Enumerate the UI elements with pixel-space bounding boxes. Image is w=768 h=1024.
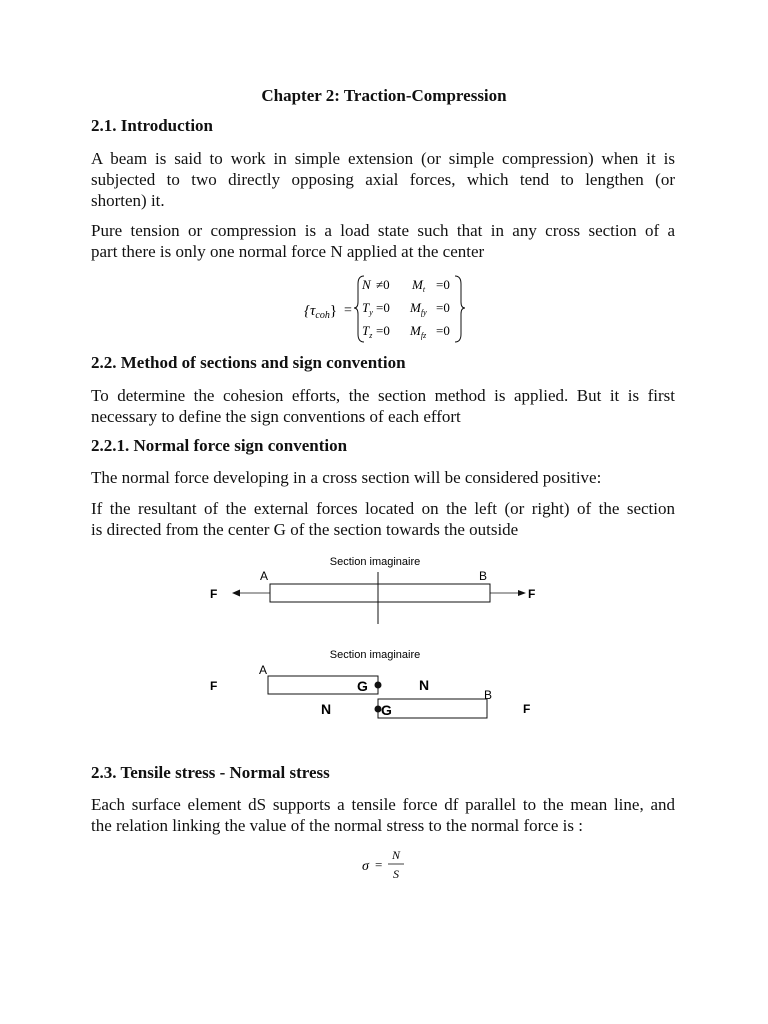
point-a-label: A <box>260 569 269 583</box>
beam-rectangle <box>270 584 490 602</box>
text-line: Each surface element dS supports a tensile force df parallel to the mean line, and <box>91 795 675 814</box>
text-line: The normal force developing in a cross section will be considered positive: <box>91 468 602 487</box>
paragraph-intro-2 <box>91 220 675 262</box>
paragraph-normal-force-2 <box>91 498 675 540</box>
equation-equals: = <box>344 303 352 318</box>
text-line: the relation linking the value of the normal stress to the normal force is : <box>91 816 583 835</box>
sigma-symbol: σ <box>362 859 369 874</box>
formula-equals: = <box>375 857 383 872</box>
matrix-row: $T_z =0$ <box>362 323 390 340</box>
force-right-label: F <box>523 702 531 716</box>
text-line: part there is only one normal force N applied at the center <box>91 242 485 261</box>
normal-stress-formula <box>358 844 418 886</box>
point-b-label: B <box>479 569 488 583</box>
matrix-row: $M_{fz} =0$ <box>410 323 450 340</box>
heading-normal-force-sign: 2.2.1. Normal force sign convention <box>91 436 348 455</box>
centroid-g-bottom: G <box>381 702 392 718</box>
paragraph-tensile-stress <box>91 794 675 836</box>
centroid-g-top: G <box>357 678 368 694</box>
formula-denominator: S <box>393 867 399 881</box>
right-arrowhead-icon <box>518 590 526 596</box>
cohesion-matrix-equation <box>300 272 470 344</box>
paragraph-intro-1 <box>91 148 675 211</box>
left-arrowhead-icon <box>232 590 240 597</box>
text-line: subjected to two directly opposing axial forces, which tend to lengthen (or <box>91 170 675 189</box>
force-right-label: F <box>528 587 536 601</box>
text-line: Pure tension or compression is a load state such that in any cross section of a <box>91 221 675 240</box>
point-a-label: A <box>259 663 268 677</box>
paragraph-normal-force-1 <box>91 467 675 488</box>
chapter-title: Chapter 2: Traction-Compression <box>261 86 507 105</box>
matrix-row: $M_{fy} =0$ <box>410 300 450 317</box>
matrix-row: $T_y =0$ <box>362 300 390 317</box>
paragraph-method <box>91 385 675 427</box>
text-line: If the resultant of the external forces located on the left (or right) of the section <box>91 499 675 518</box>
matrix-row: $M_t =0$ <box>412 277 450 294</box>
text-line: necessary to define the sign conventions of each effort <box>91 407 461 426</box>
heading-method-of-sections: 2.2. Method of sections and sign convention <box>91 353 406 372</box>
centroid-dot <box>375 682 382 689</box>
figure-cut-beam <box>200 643 560 723</box>
right-brace <box>455 276 465 342</box>
section-label: Section imaginaire <box>329 649 421 661</box>
right-beam-part <box>378 699 487 718</box>
text-line: shorten) it. <box>91 191 165 210</box>
equation-lhs: $\{\tau_{coh}\}$ <box>304 303 338 321</box>
force-left-label: F <box>210 587 218 601</box>
heading-tensile-stress: 2.3. Tensile stress - Normal stress <box>91 763 330 782</box>
text-line: To determine the cohesion efforts, the section method is applied. But it is first <box>91 386 675 405</box>
figure-beam-section <box>200 550 560 630</box>
normal-force-n-top: N <box>419 677 430 693</box>
section-label: Section imaginaire <box>329 556 421 568</box>
matrix-row: N ≠0 <box>362 277 390 292</box>
text-line: A beam is said to work in simple extension (or simple compression) when it is <box>91 149 675 168</box>
text-line: is directed from the center G of the section towards the outside <box>91 520 519 539</box>
formula-numerator: N <box>391 848 401 862</box>
force-left-label: F <box>210 679 218 693</box>
normal-force-n-bottom: N <box>321 701 332 717</box>
heading-introduction: 2.1. Introduction <box>91 116 214 135</box>
point-b-label: B <box>484 688 493 702</box>
